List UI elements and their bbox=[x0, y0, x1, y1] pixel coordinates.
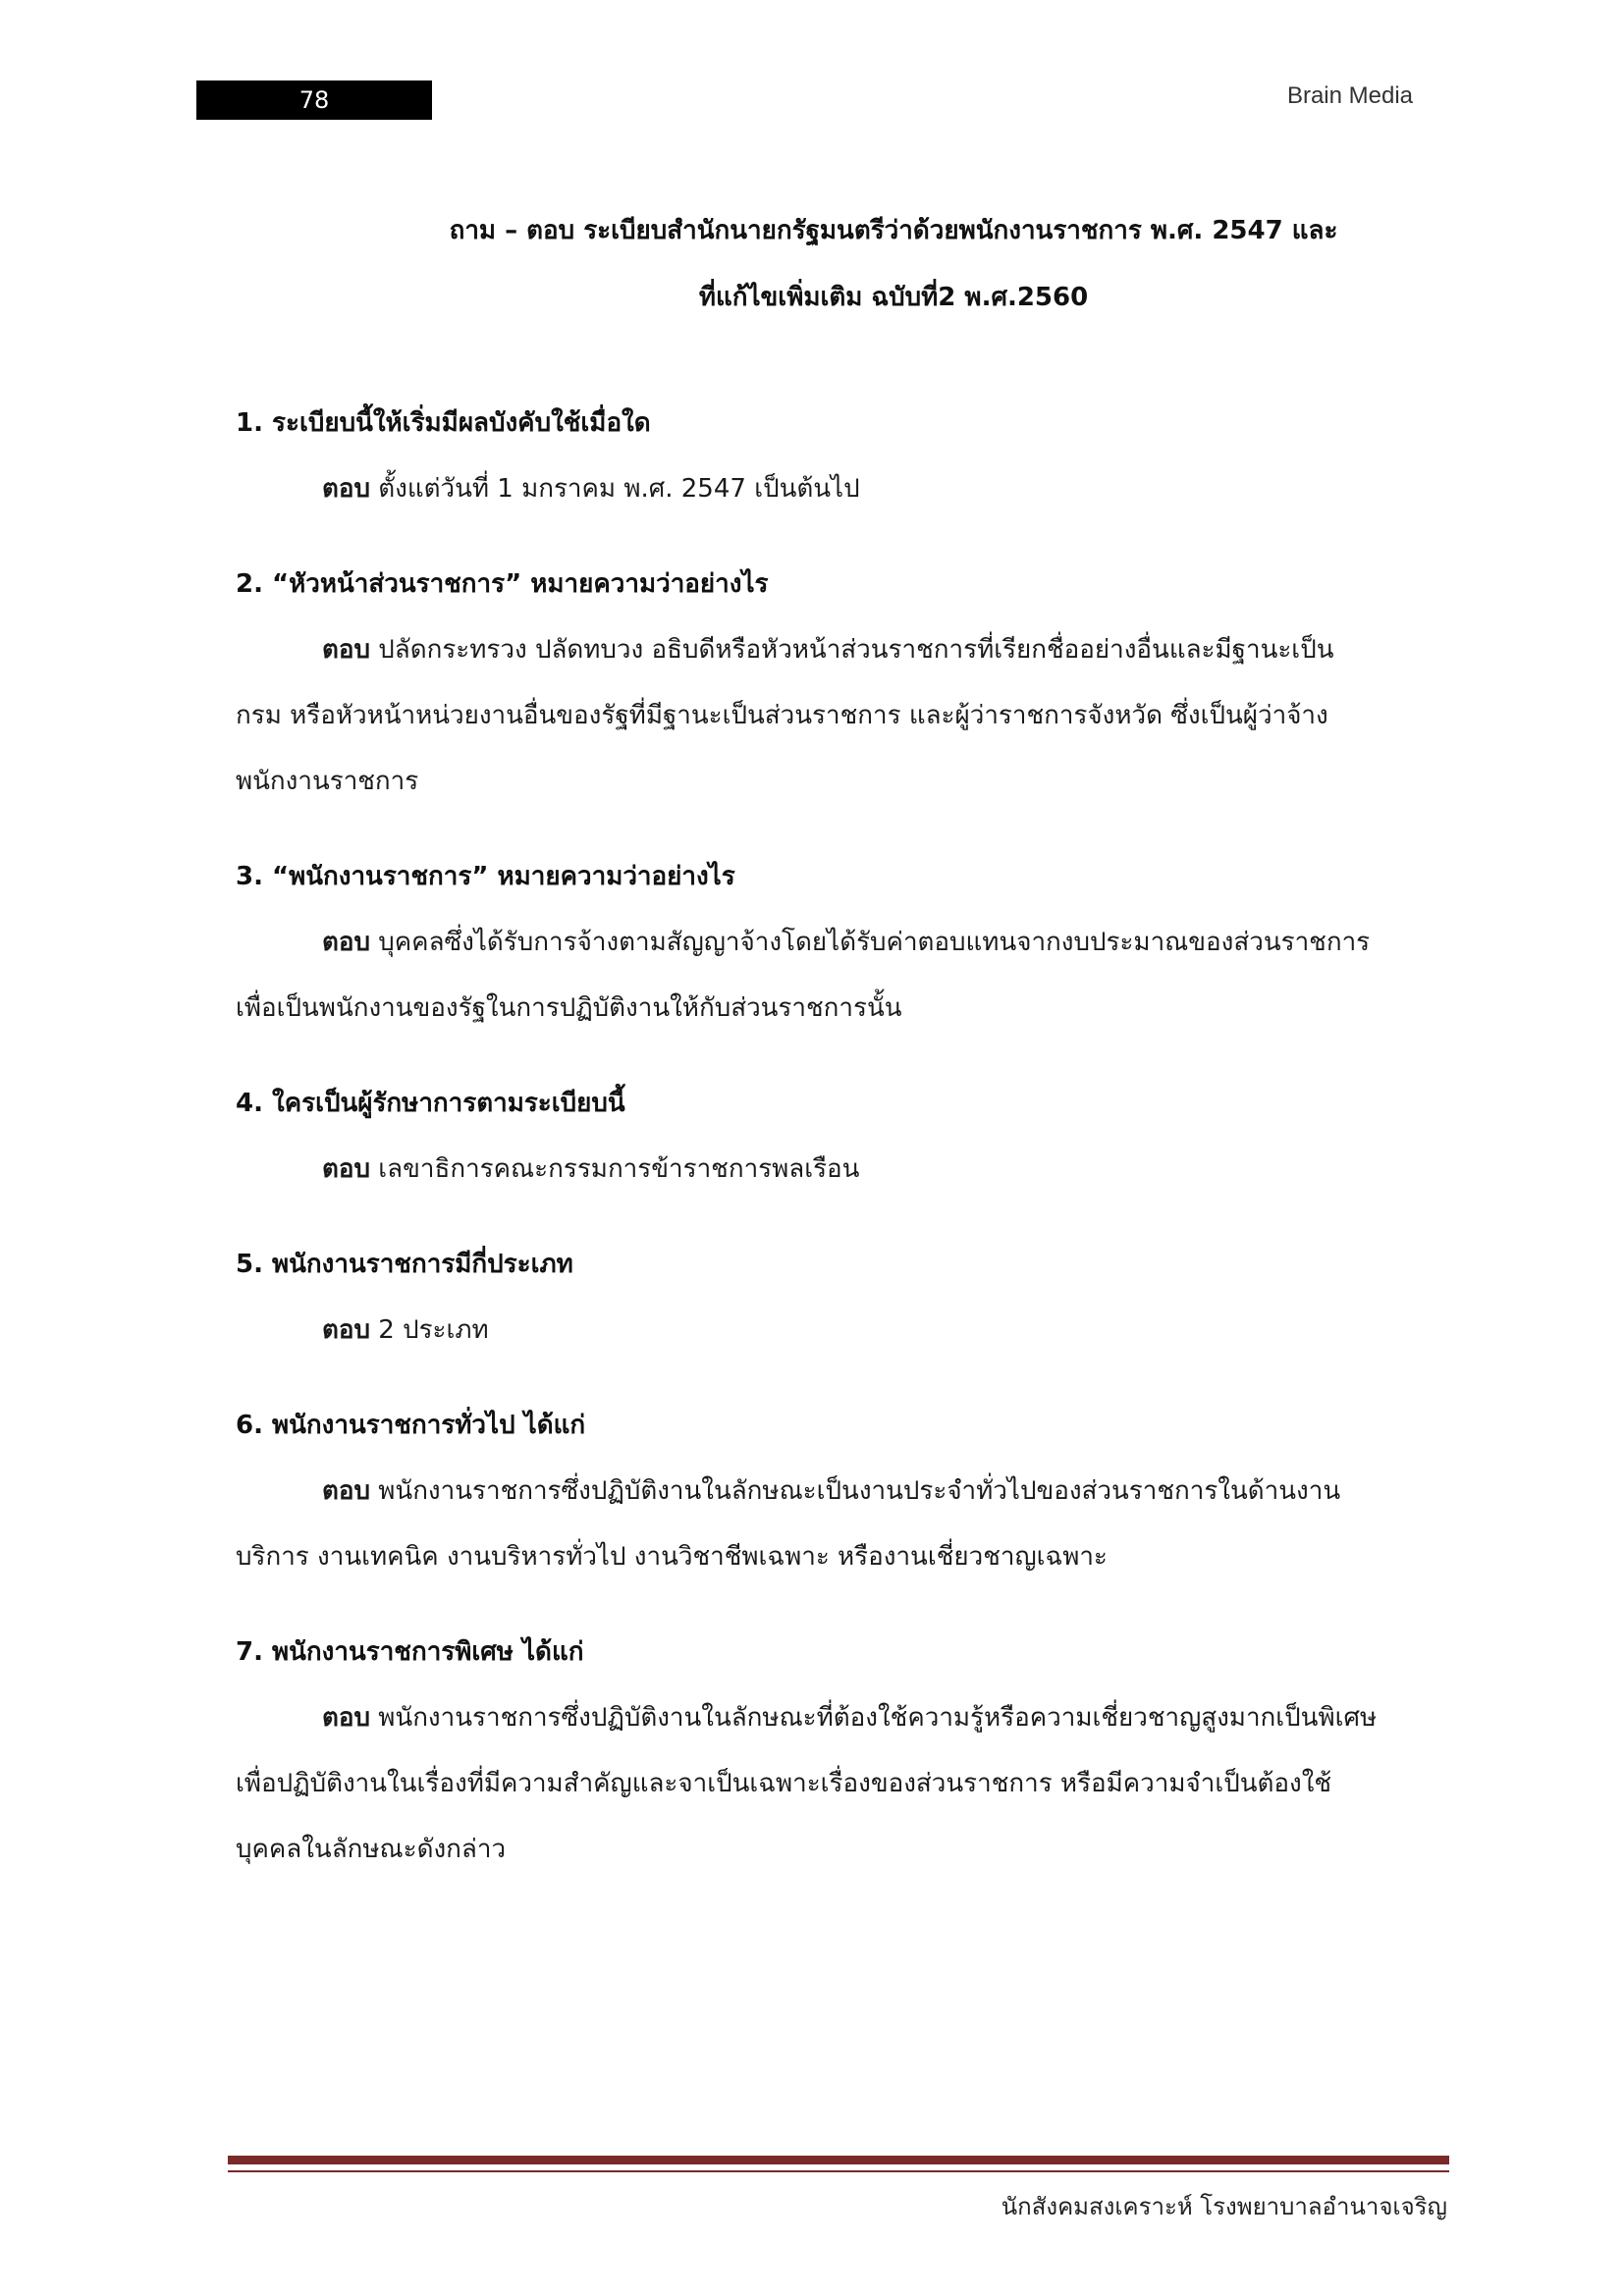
question-heading: 7. พนักงานราชการพิเศษ ได้แก่ bbox=[236, 1637, 584, 1667]
answer-line-text: 2 ประเภท bbox=[378, 1315, 489, 1345]
answer-line-text: เพื่อปฏิบัติงานในเรื่องที่มีความสำคัญและจาเป็นเฉพาะเรื่องของส่วนราชการ หรือมีความจำเป็นต้องใช้ bbox=[236, 1769, 1332, 1798]
footer-divider-thin bbox=[228, 2170, 1449, 2172]
answer-line-text: บุคคลในลักษณะดังกล่าว bbox=[236, 1835, 507, 1864]
answer-line bbox=[236, 765, 1443, 798]
answer-line bbox=[236, 926, 1443, 959]
document-title-line-1: ถาม – ตอบ ระเบียบสำนักนายกรัฐมนตรีว่าด้วยพนักงานราชการ พ.ศ. 2547 และ bbox=[449, 216, 1338, 245]
answer-line bbox=[236, 472, 1443, 506]
answer-text bbox=[236, 1152, 1443, 1186]
answer-line bbox=[236, 1474, 1443, 1508]
publisher-name: Brain Media bbox=[1286, 82, 1413, 109]
answer-text bbox=[236, 926, 1443, 1025]
question-heading: 5. พนักงานราชการมีกี่ประเภท bbox=[236, 1250, 573, 1279]
qa-item bbox=[236, 1635, 1443, 1866]
answer-line-text: พนักงานราชการ bbox=[236, 767, 419, 796]
qa-item bbox=[236, 1409, 1443, 1574]
answer-line bbox=[236, 1833, 1443, 1866]
answer-label: ตอบ bbox=[322, 1476, 371, 1506]
question-heading: 4. ใครเป็นผู้รักษาการตามระเบียบนี้ bbox=[236, 1089, 625, 1118]
answer-line-text: บริการ งานเทคนิค งานบริหารทั่วไป งานวิชาชีพเฉพาะ หรืองานเชี่ยวชาญเฉพาะ bbox=[236, 1542, 1108, 1572]
question-heading: 6. พนักงานราชการทั่วไป ได้แก่ bbox=[236, 1411, 586, 1440]
answer-line-text: บุคคลซึ่งได้รับการจ้างตามสัญญาจ้างโดยได้รับค่าตอบแทนจากงบประมาณของส่วนราชการ bbox=[378, 928, 1371, 957]
answer-text bbox=[236, 472, 1443, 506]
answer-line bbox=[236, 1152, 1443, 1186]
qa-item bbox=[236, 1087, 1443, 1186]
page-number: 78 bbox=[196, 80, 432, 120]
answer-label: ตอบ bbox=[322, 474, 371, 504]
qa-item bbox=[236, 860, 1443, 1025]
answer-label: ตอบ bbox=[322, 1703, 371, 1733]
document-title-line-2: ที่แก้ไขเพิ่มเติม ฉบับที่2 พ.ศ.2560 bbox=[698, 283, 1089, 312]
qa-item bbox=[236, 406, 1443, 506]
answer-label: ตอบ bbox=[322, 928, 371, 957]
answer-text bbox=[236, 1474, 1443, 1574]
answer-text bbox=[236, 1313, 1443, 1347]
answer-label: ตอบ bbox=[322, 635, 371, 665]
footer-divider-thick bbox=[228, 2156, 1449, 2164]
answer-line bbox=[236, 991, 1443, 1025]
answer-line-text: ปลัดกระทรวง ปลัดทบวง อธิบดีหรือหัวหน้าส่วนราชการที่เรียกชื่ออย่างอื่นและมีฐานะเป็น bbox=[378, 635, 1334, 665]
answer-label: ตอบ bbox=[322, 1315, 371, 1345]
question-heading: 1. ระเบียบนี้ให้เริ่มมีผลบังคับใช้เมื่อใด bbox=[236, 408, 651, 438]
answer-line bbox=[236, 699, 1443, 732]
footer-credit: นักสังคมสงเคราะห์ โรงพยาบาลอำนาจเจริญ bbox=[1001, 2193, 1447, 2220]
qa-item bbox=[236, 567, 1443, 798]
answer-line-text: พนักงานราชการซึ่งปฏิบัติงานในลักษณะเป็นงานประจำทั่วไปของส่วนราชการในด้านงาน bbox=[378, 1476, 1341, 1506]
answer-line-text: ตั้งแต่วันที่ 1 มกราคม พ.ศ. 2547 เป็นต้นไป bbox=[378, 474, 860, 504]
question-heading: 2. “หัวหน้าส่วนราชการ” หมายความว่าอย่างไร bbox=[236, 569, 769, 599]
answer-text bbox=[236, 633, 1443, 798]
answer-line bbox=[236, 1701, 1443, 1735]
answer-line-text: เพื่อเป็นพนักงานของรัฐในการปฏิบัติงานให้กับส่วนราชการนั้น bbox=[236, 993, 902, 1023]
answer-line bbox=[236, 1540, 1443, 1574]
answer-line bbox=[236, 633, 1443, 667]
question-heading: 3. “พนักงานราชการ” หมายความว่าอย่างไร bbox=[236, 862, 735, 891]
answer-line-text: เลขาธิการคณะกรรมการข้าราชการพลเรือน bbox=[378, 1154, 860, 1184]
answer-label: ตอบ bbox=[322, 1154, 371, 1184]
answer-line bbox=[236, 1767, 1443, 1800]
answer-line-text: พนักงานราชการซึ่งปฏิบัติงานในลักษณะที่ต้องใช้ความรู้หรือความเชี่ยวชาญสูงมากเป็นพิเศษ bbox=[378, 1703, 1378, 1733]
qa-item bbox=[236, 1248, 1443, 1347]
answer-line-text: กรม หรือหัวหน้าหน่วยงานอื่นของรัฐที่มีฐานะเป็นส่วนราชการ และผู้ว่าราชการจังหวัด ซึ่งเป็นผู้ว่าจ้าง bbox=[236, 701, 1328, 730]
answer-line bbox=[236, 1313, 1443, 1347]
qa-list bbox=[236, 406, 1443, 1928]
answer-text bbox=[236, 1701, 1443, 1866]
